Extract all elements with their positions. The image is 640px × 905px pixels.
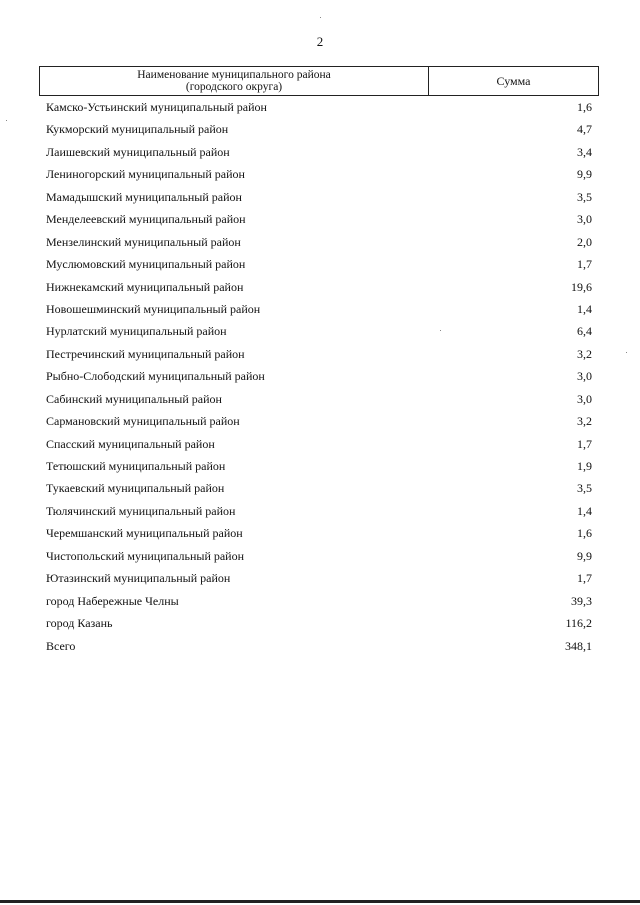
row-value: 1,9 bbox=[577, 459, 592, 473]
row-value: 39,3 bbox=[571, 593, 592, 608]
row-name: Тукаевский муниципальный район bbox=[46, 481, 225, 496]
row-value: 6,4 bbox=[577, 324, 592, 339]
row-name: Сабинский муниципальный район bbox=[46, 391, 222, 406]
scan-speck bbox=[6, 120, 7, 121]
row-name: Всего bbox=[46, 638, 76, 653]
row-value: 1,4 bbox=[577, 301, 592, 316]
row-name: Кукморский муниципальный район bbox=[46, 122, 229, 137]
table-row bbox=[0, 411, 640, 433]
row-name: Камско-Устьинский муниципальный район bbox=[46, 100, 267, 114]
table-row bbox=[0, 142, 640, 164]
table-row bbox=[0, 119, 640, 141]
row-value: 1,4 bbox=[577, 503, 592, 518]
row-name: Муслюмовский муниципальный район bbox=[46, 257, 246, 272]
table-row bbox=[0, 277, 640, 299]
table-row bbox=[0, 568, 640, 590]
row-value: 2,0 bbox=[577, 234, 592, 249]
table-row bbox=[0, 187, 640, 209]
table-row bbox=[0, 591, 640, 613]
table-row bbox=[0, 546, 640, 568]
row-name: Чистопольский муниципальный район bbox=[46, 548, 245, 563]
table-row bbox=[0, 299, 640, 321]
table-row bbox=[0, 232, 640, 254]
row-name: Менделеевский муниципальный район bbox=[46, 212, 246, 227]
column-header-name bbox=[40, 67, 429, 95]
row-value: 3,0 bbox=[577, 369, 592, 384]
row-value: 3,4 bbox=[577, 144, 592, 159]
row-name: Тетюшский муниципальный район bbox=[46, 459, 226, 473]
page-number: 2 bbox=[316, 34, 324, 49]
row-value: 1,7 bbox=[577, 436, 592, 451]
row-name: Рыбно-Слободский муниципальный район bbox=[46, 369, 265, 384]
scan-speck bbox=[320, 17, 321, 18]
column-header-sum: Сумма bbox=[496, 73, 531, 88]
row-value: 1,7 bbox=[577, 571, 592, 586]
row-value: 3,2 bbox=[577, 346, 592, 361]
table-row bbox=[0, 456, 640, 478]
row-value: 348,1 bbox=[565, 638, 592, 653]
row-value: 116,2 bbox=[565, 616, 592, 631]
row-value: 3,2 bbox=[577, 414, 592, 429]
table-row bbox=[0, 434, 640, 456]
row-name: Мензелинский муниципальный район bbox=[46, 234, 241, 249]
row-value: 4,7 bbox=[577, 122, 592, 137]
row-name: Лаишевский муниципальный район bbox=[46, 144, 230, 159]
column-header-name-line1: Наименование муниципального района bbox=[137, 68, 331, 81]
row-name: Мамадышский муниципальный район bbox=[46, 189, 242, 204]
scan-speck bbox=[626, 352, 627, 353]
table-row bbox=[0, 478, 640, 500]
row-name: Нурлатский муниципальный район bbox=[46, 324, 227, 339]
row-value: 3,5 bbox=[577, 189, 592, 204]
row-name: город Набережные Челны bbox=[46, 593, 179, 608]
row-value: 3,0 bbox=[577, 212, 592, 227]
row-name: Сармановский муниципальный район bbox=[46, 414, 240, 429]
row-name: Спасский муниципальный район bbox=[46, 436, 215, 451]
table-header bbox=[39, 66, 599, 96]
row-name: Нижнекамский муниципальный район bbox=[46, 279, 244, 294]
row-value: 1,6 bbox=[577, 100, 592, 114]
table-row bbox=[0, 254, 640, 276]
table-body bbox=[0, 97, 640, 658]
row-value: 9,9 bbox=[577, 167, 592, 182]
row-value: 9,9 bbox=[577, 548, 592, 563]
table-row bbox=[0, 613, 640, 635]
row-name: Черемшанский муниципальный район bbox=[46, 526, 243, 541]
table-row bbox=[0, 523, 640, 545]
table-row bbox=[0, 164, 640, 186]
table-row bbox=[0, 501, 640, 523]
row-value: 1,7 bbox=[577, 257, 592, 272]
row-name: Пестречинский муниципальный район bbox=[46, 346, 245, 361]
page-bottom-edge bbox=[0, 900, 640, 903]
table-row bbox=[0, 97, 640, 119]
column-header-name-line2: (городского округа) bbox=[185, 81, 283, 93]
row-name: Ютазинский муниципальный район bbox=[46, 571, 231, 586]
row-value: 3,0 bbox=[577, 391, 592, 406]
row-name: город Казань bbox=[46, 616, 113, 631]
row-name: Тюлячинский муниципальный район bbox=[46, 503, 236, 518]
table-row bbox=[0, 389, 640, 411]
row-name: Лениногорский муниципальный район bbox=[46, 167, 245, 182]
table-row bbox=[0, 636, 640, 658]
scan-speck bbox=[440, 330, 441, 331]
row-value: 1,6 bbox=[577, 526, 592, 541]
table-row bbox=[0, 209, 640, 231]
table-row bbox=[0, 344, 640, 366]
row-value: 19,6 bbox=[571, 279, 592, 294]
row-name: Новошешминский муниципальный район bbox=[46, 301, 261, 316]
row-value: 3,5 bbox=[577, 481, 592, 496]
table-row bbox=[0, 321, 640, 343]
table-row bbox=[0, 366, 640, 388]
